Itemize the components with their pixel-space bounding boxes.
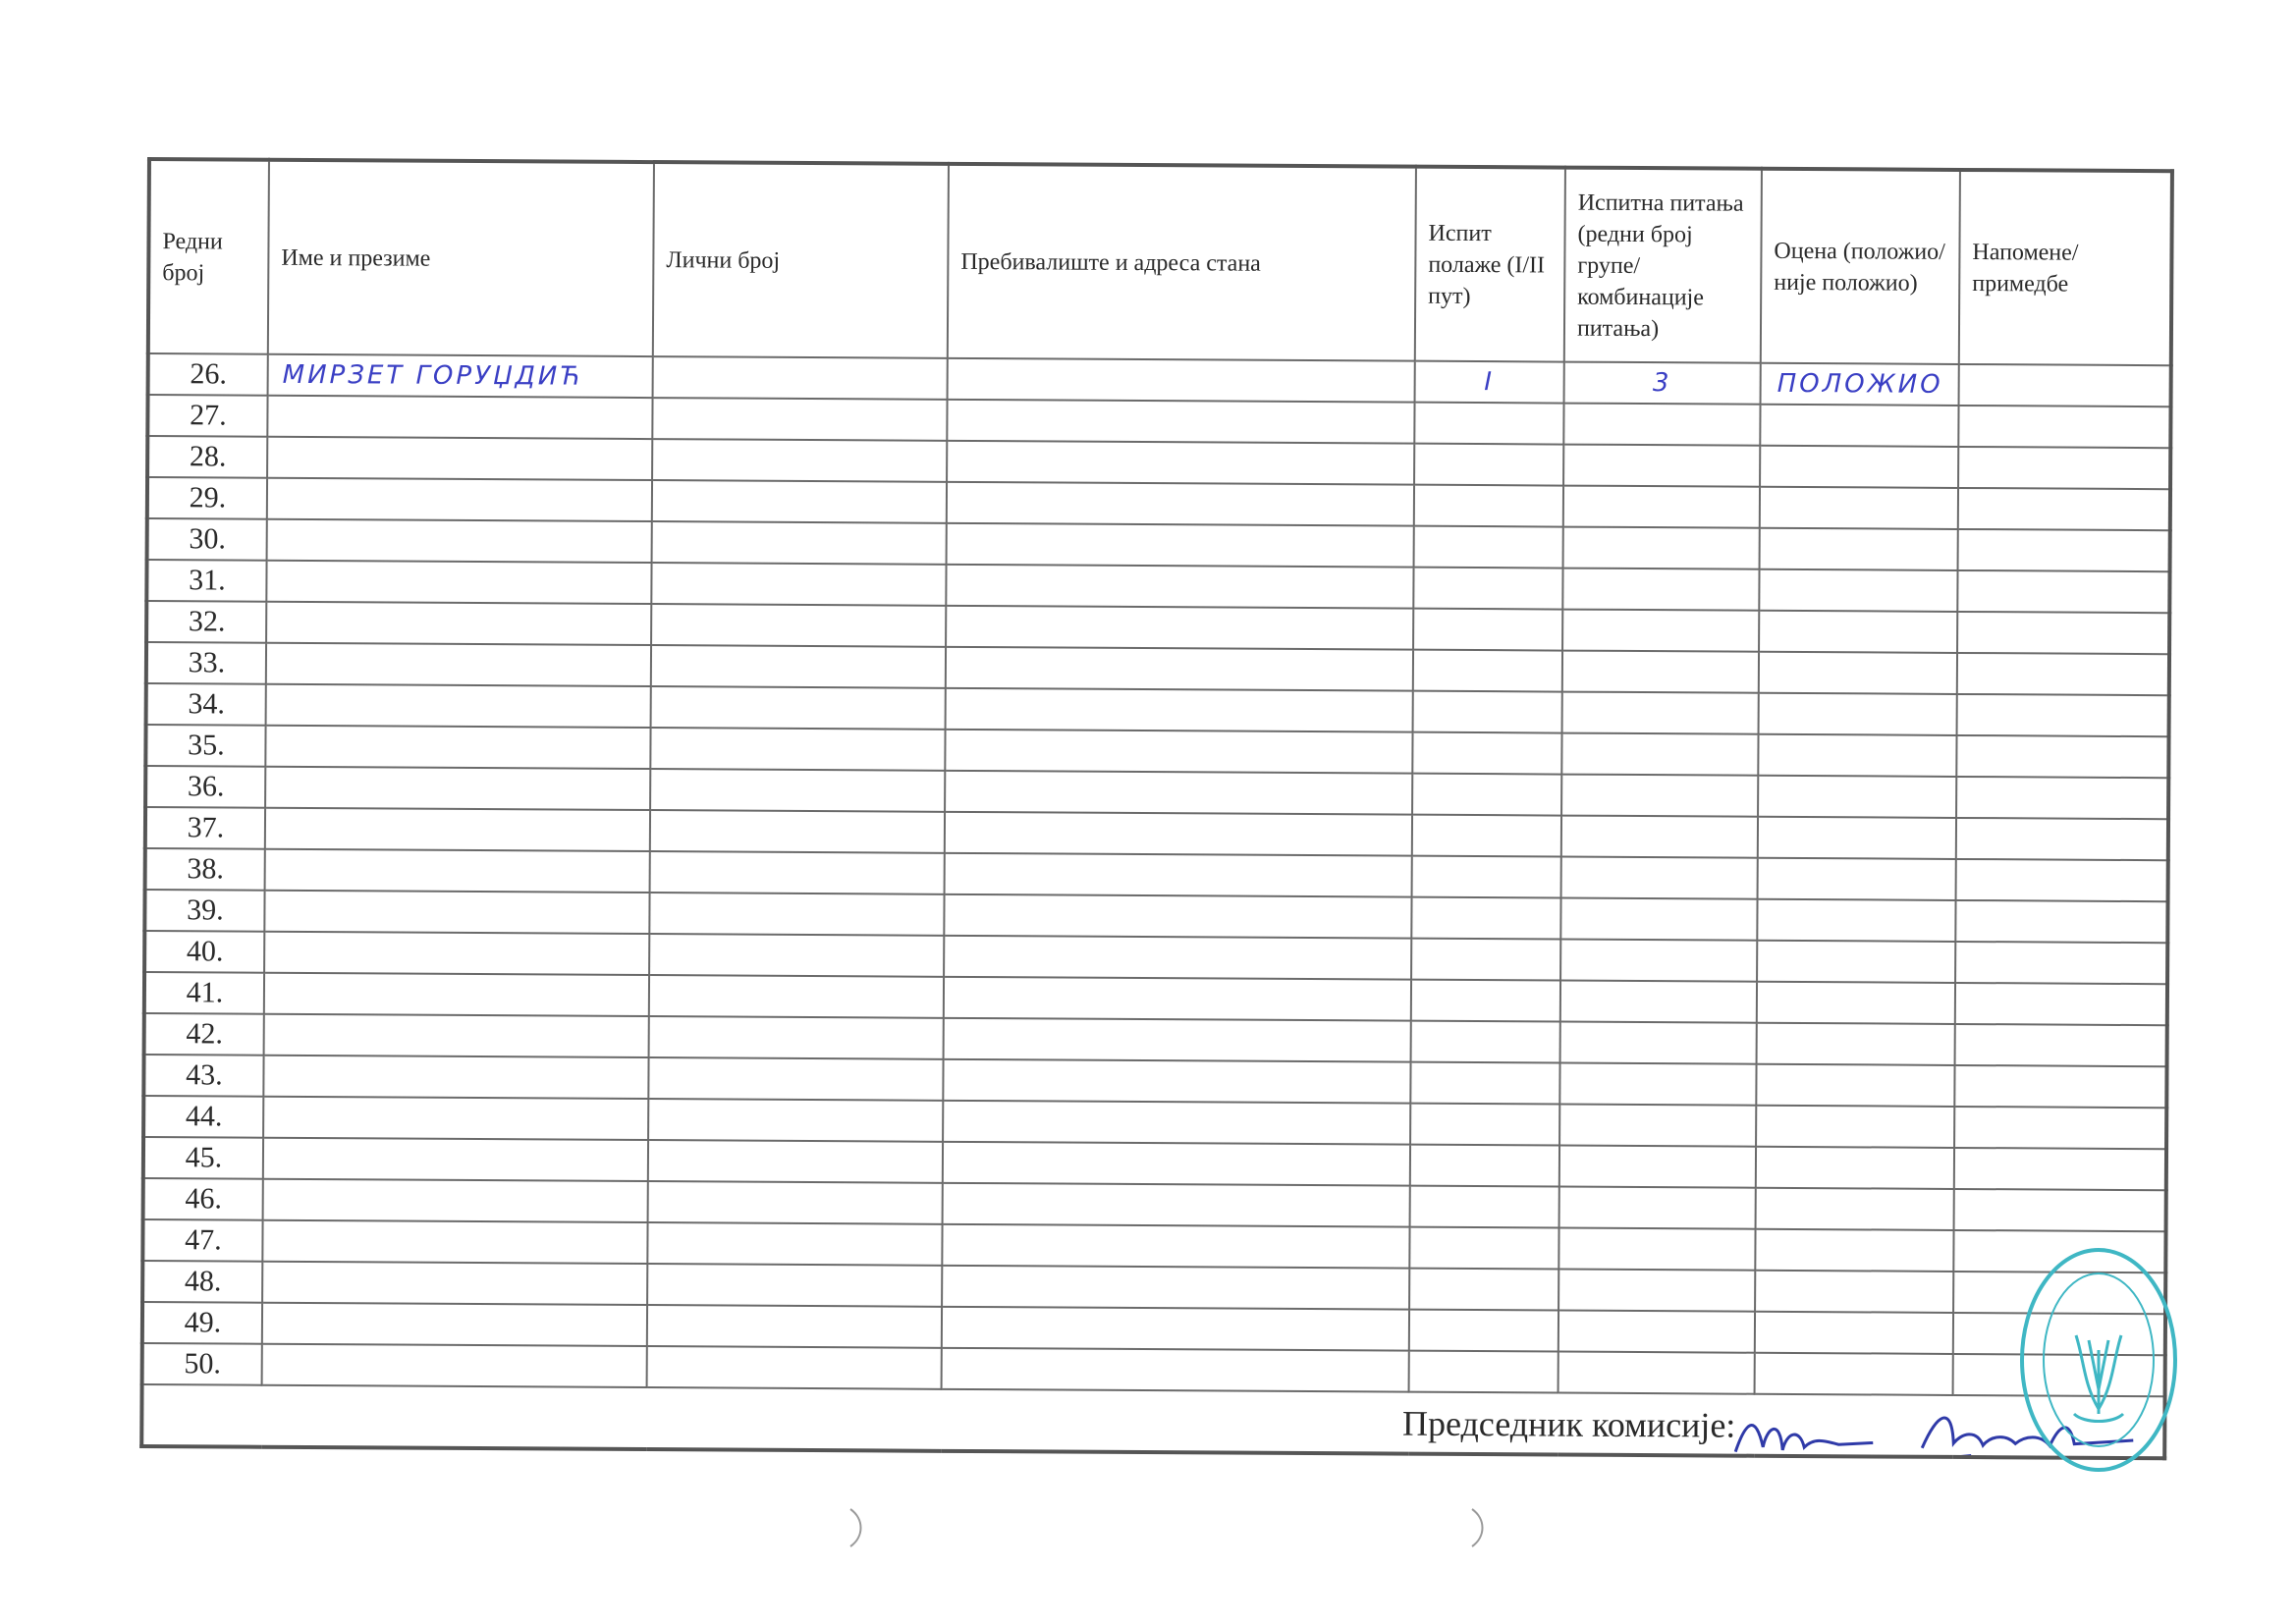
row-exam-questions (1558, 1228, 1755, 1271)
row-exam-questions (1559, 1105, 1756, 1147)
header-ordinal: Редни број (148, 159, 269, 354)
row-address (943, 1059, 1410, 1104)
row-grade (1755, 1229, 1953, 1272)
row-notes (1956, 735, 2168, 778)
row-exam-questions (1561, 816, 1758, 858)
row-notes (1957, 694, 2169, 736)
header-exam-questions: Испитна питања (редни број групе/ комбинације питања) (1564, 168, 1762, 363)
row-full-name: МИРЗЕТ ГОРУЏДИЋ (268, 354, 653, 398)
row-full-name (265, 726, 650, 769)
row-id-number (649, 1016, 944, 1059)
row-full-name (266, 561, 651, 604)
row-id-number (651, 604, 946, 647)
row-number: 34. (146, 683, 266, 726)
row-attempt (1413, 609, 1562, 651)
row-grade (1758, 776, 1956, 818)
row-notes (1958, 447, 2170, 489)
row-id-number (650, 810, 945, 853)
row-attempt (1410, 1062, 1559, 1105)
row-number: 26. (148, 353, 268, 396)
row-address (944, 1018, 1411, 1062)
row-full-name (262, 1303, 647, 1346)
row-number: 50. (142, 1343, 262, 1385)
row-number: 28. (147, 436, 267, 478)
row-attempt (1410, 1104, 1559, 1146)
row-attempt (1409, 1227, 1558, 1270)
row-id-number (649, 975, 944, 1018)
row-address (942, 1266, 1409, 1310)
row-attempt (1411, 1021, 1560, 1063)
row-grade (1759, 611, 1957, 653)
row-number: 49. (142, 1302, 262, 1344)
row-id-number (649, 893, 944, 936)
row-grade: ПОЛОЖИО (1761, 363, 1959, 406)
row-exam-questions (1560, 940, 1757, 982)
row-attempt (1410, 1145, 1559, 1187)
row-number: 29. (147, 477, 267, 519)
row-full-name (267, 519, 652, 563)
row-exam-questions (1561, 775, 1758, 817)
row-address (944, 977, 1411, 1021)
row-attempt (1412, 774, 1561, 816)
row-attempt: I (1415, 361, 1564, 404)
exam-table (139, 157, 2174, 1460)
row-address (945, 853, 1412, 897)
row-address (947, 482, 1414, 526)
row-notes (1956, 777, 2168, 819)
row-full-name (267, 478, 652, 521)
row-address (946, 688, 1413, 732)
row-id-number (647, 1222, 942, 1266)
row-address (947, 441, 1414, 485)
row-grade (1759, 569, 1957, 612)
row-attempt (1409, 1269, 1558, 1311)
row-notes (1954, 1189, 2166, 1231)
row-attempt (1413, 650, 1562, 692)
row-attempt (1414, 403, 1563, 445)
row-attempt (1413, 568, 1562, 610)
row-grade (1756, 1188, 1954, 1230)
row-exam-questions (1563, 404, 1760, 446)
row-exam-questions (1559, 1146, 1756, 1188)
row-grade (1756, 1147, 1954, 1189)
row-exam-questions (1562, 692, 1759, 734)
row-number: 48. (142, 1261, 262, 1303)
row-address (942, 1307, 1409, 1351)
row-attempt (1409, 1310, 1558, 1352)
row-number: 30. (147, 518, 267, 561)
row-grade (1757, 1023, 1955, 1065)
row-id-number (648, 1181, 943, 1224)
row-exam-questions (1560, 1022, 1757, 1064)
row-exam-questions (1558, 1352, 1755, 1394)
row-address (945, 771, 1412, 815)
row-exam-questions (1561, 857, 1758, 899)
row-full-name (266, 684, 651, 728)
row-number: 31. (146, 560, 266, 602)
row-attempt (1414, 444, 1563, 486)
header-address: Пребивалиште и адреса стана (948, 164, 1416, 361)
row-number: 45. (143, 1137, 263, 1179)
row-exam-questions (1562, 568, 1759, 611)
row-exam-questions (1560, 981, 1757, 1023)
row-full-name (263, 1056, 648, 1099)
row-id-number (651, 563, 946, 606)
row-notes (1956, 818, 2168, 860)
row-grade (1759, 652, 1957, 694)
row-address (946, 647, 1413, 691)
row-notes (1954, 1107, 2166, 1149)
row-attempt (1412, 856, 1561, 898)
row-id-number (652, 439, 947, 482)
row-full-name (265, 849, 650, 893)
table-body (142, 353, 2171, 1396)
row-address (945, 812, 1412, 856)
row-full-name (264, 973, 649, 1016)
row-attempt (1412, 732, 1561, 775)
row-id-number (649, 934, 944, 977)
row-notes (1954, 1065, 2166, 1108)
row-full-name (262, 1344, 647, 1387)
row-number: 40. (144, 931, 264, 973)
row-attempt (1410, 1186, 1559, 1228)
row-id-number (652, 521, 947, 565)
row-grade (1760, 487, 1958, 529)
row-full-name (264, 932, 649, 975)
row-full-name (262, 1262, 647, 1305)
row-address (942, 1348, 1409, 1392)
header-attempt: Испит полаже (I/II пут) (1415, 167, 1565, 362)
row-exam-questions (1563, 486, 1760, 528)
row-number: 35. (145, 725, 265, 767)
row-full-name (266, 643, 651, 686)
row-number: 42. (144, 1013, 264, 1056)
row-address (946, 565, 1413, 609)
row-grade (1760, 528, 1958, 570)
row-full-name (264, 891, 649, 934)
row-notes (1956, 859, 2168, 901)
exam-record-sheet (139, 157, 2170, 1460)
row-exam-questions (1559, 1187, 1756, 1229)
row-attempt (1409, 1351, 1558, 1393)
row-number: 36. (145, 766, 265, 808)
row-notes (1955, 983, 2167, 1025)
row-full-name (263, 1179, 648, 1222)
hole-punch-mark (847, 1507, 866, 1548)
row-attempt (1411, 939, 1560, 981)
header-grade: Оцена (положио/ није положио) (1761, 169, 1960, 364)
row-exam-questions (1558, 1270, 1755, 1312)
row-number: 33. (146, 642, 266, 684)
row-id-number (647, 1305, 942, 1348)
row-id-number (647, 1346, 942, 1389)
row-full-name (265, 767, 650, 810)
row-number: 39. (144, 890, 264, 932)
row-id-number (648, 1099, 943, 1142)
row-address (943, 1101, 1410, 1145)
row-grade (1759, 693, 1957, 735)
row-attempt (1413, 691, 1562, 733)
row-full-name (263, 1138, 648, 1181)
row-number: 37. (145, 807, 265, 849)
row-exam-questions (1561, 733, 1758, 776)
row-grade (1758, 817, 1956, 859)
row-id-number (650, 851, 945, 894)
row-attempt (1414, 485, 1563, 527)
row-id-number (648, 1140, 943, 1183)
footer-cell (141, 1384, 2164, 1458)
row-grade (1757, 982, 1955, 1024)
row-id-number (650, 769, 945, 812)
row-number: 41. (144, 972, 264, 1014)
header-id-number: Лични број (653, 162, 949, 358)
row-notes (1958, 488, 2170, 530)
row-exam-questions (1562, 651, 1759, 693)
row-address (947, 523, 1414, 568)
commission-president-label: Председник комисије: (1401, 1403, 1736, 1445)
row-id-number (653, 356, 948, 400)
official-stamp (2015, 1242, 2182, 1478)
row-address (943, 1183, 1410, 1227)
row-id-number (650, 728, 945, 771)
row-notes (1957, 653, 2169, 695)
header-notes: Напомене/ примедбе (1959, 170, 2172, 365)
footer-row (141, 1384, 2164, 1458)
row-grade (1755, 1353, 1953, 1395)
row-full-name (266, 602, 651, 645)
row-exam-questions: 3 (1564, 362, 1761, 405)
hole-punch-mark (1468, 1507, 1488, 1548)
row-number: 47. (142, 1219, 262, 1262)
row-address (948, 358, 1415, 403)
row-address (946, 606, 1413, 650)
row-id-number (651, 645, 946, 688)
row-notes (1958, 406, 2170, 448)
row-grade (1755, 1271, 1953, 1313)
row-notes (1954, 1148, 2166, 1190)
row-full-name (262, 1220, 647, 1264)
row-attempt (1412, 815, 1561, 857)
row-number: 46. (143, 1178, 263, 1220)
row-exam-questions (1563, 527, 1760, 569)
row-attempt (1414, 526, 1563, 568)
row-grade (1755, 1312, 1953, 1354)
row-id-number (647, 1264, 942, 1307)
row-exam-questions (1563, 445, 1760, 487)
row-full-name (267, 437, 652, 480)
row-full-name (263, 1097, 648, 1140)
row-number: 38. (145, 848, 265, 891)
row-grade (1756, 1106, 1954, 1148)
row-grade (1757, 899, 1955, 942)
row-attempt (1411, 980, 1560, 1022)
header-full-name: Име и презиме (268, 160, 654, 356)
row-notes (1955, 1024, 2167, 1066)
row-full-name (265, 808, 650, 851)
row-exam-questions (1559, 1063, 1756, 1106)
row-number: 43. (143, 1055, 263, 1097)
row-address (945, 730, 1412, 774)
row-attempt (1411, 897, 1560, 940)
row-grade (1758, 858, 1956, 900)
row-id-number (651, 686, 946, 730)
row-grade (1758, 734, 1956, 777)
row-number: 27. (147, 395, 267, 437)
row-number: 44. (143, 1096, 263, 1138)
row-exam-questions (1562, 610, 1759, 652)
row-address (944, 936, 1411, 980)
row-notes (1955, 900, 2167, 943)
row-address (944, 894, 1411, 939)
row-grade (1756, 1064, 1954, 1107)
row-exam-questions (1560, 898, 1757, 941)
row-id-number (648, 1057, 943, 1101)
row-id-number (652, 398, 947, 441)
row-address (947, 400, 1414, 444)
row-address (942, 1224, 1409, 1269)
row-address (943, 1142, 1410, 1186)
row-exam-questions (1558, 1311, 1755, 1353)
row-number: 32. (146, 601, 266, 643)
row-grade (1760, 405, 1958, 447)
row-full-name (267, 396, 652, 439)
row-id-number (652, 480, 947, 523)
row-notes (1957, 570, 2169, 613)
row-full-name (264, 1014, 649, 1057)
header-row (148, 159, 2172, 365)
row-notes (1957, 612, 2169, 654)
row-grade (1760, 446, 1958, 488)
row-notes (1955, 942, 2167, 984)
row-grade (1757, 941, 1955, 983)
row-notes (1958, 529, 2170, 571)
row-notes (1959, 364, 2171, 406)
